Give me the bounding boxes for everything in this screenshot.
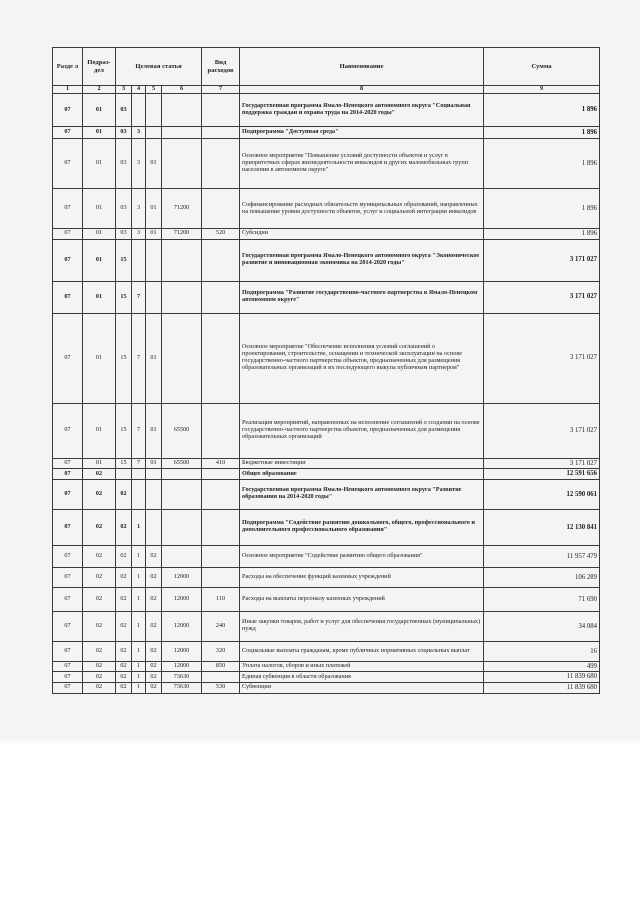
cell-measure (146, 509, 162, 545)
cell-program: 03 (116, 94, 132, 127)
cell-subprogram: 1 (132, 545, 146, 567)
cell-measure: 01 (146, 189, 162, 229)
cell-direction: 12000 (162, 587, 202, 611)
col-number: 3 (116, 86, 132, 94)
cell-measure: 02 (146, 611, 162, 641)
cell-program: 02 (116, 545, 132, 567)
cell-expense-type (202, 189, 240, 229)
cell-podrazdel: 01 (83, 94, 116, 127)
cell-podrazdel: 01 (83, 127, 116, 139)
cell-subprogram: 1 (132, 509, 146, 545)
cell-sum: 3 171 027 (484, 281, 600, 313)
cell-name: Бюджетные инвестиции (240, 458, 484, 469)
table-row (53, 509, 600, 545)
col-number: 7 (202, 86, 240, 94)
cell-subprogram: 3 (132, 229, 146, 240)
col-number: 2 (83, 86, 116, 94)
cell-name: Основное мероприятие "Содействие развитию общего образования" (240, 545, 484, 567)
col-razdel-header: Разде л (53, 48, 83, 86)
cell-measure (146, 239, 162, 281)
cell-sum: 3 171 027 (484, 458, 600, 469)
cell-razdel: 07 (53, 139, 83, 189)
cell-name: Подпрограмма "Доступная среда" (240, 127, 484, 139)
cell-razdel: 07 (53, 567, 83, 587)
table-row (53, 683, 600, 694)
cell-direction: 12000 (162, 641, 202, 661)
table-row (53, 403, 600, 458)
cell-program: 02 (116, 672, 132, 683)
cell-measure: 01 (146, 458, 162, 469)
table-row (53, 281, 600, 313)
cell-razdel: 07 (53, 672, 83, 683)
cell-podrazdel: 02 (83, 611, 116, 641)
cell-subprogram: 7 (132, 403, 146, 458)
table-row (53, 641, 600, 661)
cell-measure: 02 (146, 672, 162, 683)
cell-expense-type: 240 (202, 611, 240, 641)
cell-subprogram: 7 (132, 281, 146, 313)
cell-expense-type (202, 479, 240, 509)
cell-sum: 106 289 (484, 567, 600, 587)
cell-expense-type: 320 (202, 641, 240, 661)
cell-name: Подпрограмма "Развитие государственно-частного партнерства в Ямало-Ненецком автономном округе" (240, 281, 484, 313)
cell-direction (162, 94, 202, 127)
table-row (53, 611, 600, 641)
cell-expense-type (202, 545, 240, 567)
cell-podrazdel: 02 (83, 672, 116, 683)
cell-expense-type (202, 672, 240, 683)
table-row (53, 139, 600, 189)
cell-direction (162, 239, 202, 281)
cell-direction: 65500 (162, 403, 202, 458)
cell-program: 02 (116, 587, 132, 611)
cell-measure: 02 (146, 641, 162, 661)
cell-expense-type (202, 509, 240, 545)
cell-program: 03 (116, 229, 132, 240)
cell-subprogram: 7 (132, 313, 146, 403)
cell-name: Государственная программа Ямало-Ненецкого автономного округа "Социальная поддержка граждан и охрана труда на 2014-2020 годы" (240, 94, 484, 127)
cell-razdel: 07 (53, 661, 83, 672)
cell-program: 02 (116, 567, 132, 587)
cell-expense-type (202, 94, 240, 127)
cell-program: 02 (116, 509, 132, 545)
cell-name: Софинансирование расходных обязательств муниципальных образований, направленных на повышение уровня доступности объектов, услуг и социальной интеграции инвалидов (240, 189, 484, 229)
table-row (53, 239, 600, 281)
col-tselevaya-header: Целевая статья (116, 48, 202, 86)
col-number: 5 (146, 86, 162, 94)
cell-program: 15 (116, 239, 132, 281)
cell-sum: 11 839 680 (484, 683, 600, 694)
table-row (53, 587, 600, 611)
cell-razdel: 07 (53, 458, 83, 469)
cell-expense-type: 520 (202, 229, 240, 240)
cell-name: Единая субвенция в области образования (240, 672, 484, 683)
cell-razdel: 07 (53, 94, 83, 127)
cell-direction: 73630 (162, 683, 202, 694)
cell-sum: 1 896 (484, 127, 600, 139)
cell-program: 02 (116, 641, 132, 661)
cell-program: 02 (116, 683, 132, 694)
col-podrazdel-header: Подраз- дел (83, 48, 116, 86)
cell-program: 15 (116, 403, 132, 458)
cell-program: 03 (116, 139, 132, 189)
cell-sum: 1 896 (484, 229, 600, 240)
cell-expense-type (202, 127, 240, 139)
cell-direction (162, 281, 202, 313)
cell-program: 03 (116, 127, 132, 139)
cell-name: Основное мероприятие "Обеспечение исполнения условий соглашений о проектировании, строительстве, оснащении и технической эксплуатации на основе государственно-частного партнерства объектов, предназначенных для размещения образовательных организаций и их последующего выкупа публичным партнером" (240, 313, 484, 403)
cell-podrazdel: 02 (83, 469, 116, 480)
cell-podrazdel: 01 (83, 458, 116, 469)
cell-measure: 02 (146, 567, 162, 587)
table-row (53, 567, 600, 587)
cell-sum: 3 171 027 (484, 403, 600, 458)
cell-sum: 16 (484, 641, 600, 661)
cell-sum: 12 130 841 (484, 509, 600, 545)
cell-podrazdel: 02 (83, 641, 116, 661)
table-row (53, 94, 600, 127)
cell-expense-type: 410 (202, 458, 240, 469)
cell-podrazdel: 01 (83, 229, 116, 240)
table-row (53, 661, 600, 672)
cell-name: Субсидии (240, 229, 484, 240)
table-row (53, 458, 600, 469)
cell-measure (146, 127, 162, 139)
cell-subprogram: 1 (132, 641, 146, 661)
cell-podrazdel: 02 (83, 661, 116, 672)
cell-sum: 3 171 027 (484, 239, 600, 281)
cell-sum: 1 896 (484, 139, 600, 189)
cell-subprogram: 3 (132, 127, 146, 139)
cell-subprogram: 1 (132, 661, 146, 672)
cell-razdel: 07 (53, 545, 83, 567)
cell-program: 15 (116, 281, 132, 313)
cell-podrazdel: 02 (83, 683, 116, 694)
cell-program: 03 (116, 189, 132, 229)
cell-razdel: 07 (53, 479, 83, 509)
cell-expense-type: 530 (202, 683, 240, 694)
cell-razdel: 07 (53, 127, 83, 139)
col-sum-header: Сумма (484, 48, 600, 86)
cell-sum: 12 591 656 (484, 469, 600, 480)
cell-podrazdel: 01 (83, 403, 116, 458)
cell-subprogram: 1 (132, 683, 146, 694)
cell-measure: 01 (146, 229, 162, 240)
column-number-row (53, 86, 600, 94)
cell-razdel: 07 (53, 313, 83, 403)
cell-subprogram (132, 94, 146, 127)
cell-razdel: 07 (53, 641, 83, 661)
table-row (53, 545, 600, 567)
cell-direction: 12000 (162, 661, 202, 672)
table-row (53, 313, 600, 403)
cell-direction (162, 127, 202, 139)
cell-measure: 02 (146, 661, 162, 672)
cell-razdel: 07 (53, 509, 83, 545)
cell-name: Основное мероприятие "Повышение условий доступности объектов и услуг в приоритетных сферах жизнедеятельности инвалидов и других маломобильных групп населения в автономном округе" (240, 139, 484, 189)
cell-expense-type (202, 313, 240, 403)
cell-razdel: 07 (53, 239, 83, 281)
cell-podrazdel: 01 (83, 281, 116, 313)
cell-razdel: 07 (53, 189, 83, 229)
cell-program: 02 (116, 479, 132, 509)
cell-direction: 65500 (162, 458, 202, 469)
cell-direction (162, 479, 202, 509)
cell-program: 15 (116, 458, 132, 469)
cell-measure: 01 (146, 313, 162, 403)
cell-subprogram (132, 479, 146, 509)
col-name-header: Наименование (240, 48, 484, 86)
cell-program: 15 (116, 313, 132, 403)
cell-measure: 01 (146, 403, 162, 458)
cell-direction (162, 139, 202, 189)
cell-podrazdel: 02 (83, 545, 116, 567)
cell-razdel: 07 (53, 469, 83, 480)
cell-subprogram (132, 239, 146, 281)
cell-measure (146, 479, 162, 509)
col-number: 6 (162, 86, 202, 94)
cell-expense-type (202, 239, 240, 281)
cell-razdel: 07 (53, 281, 83, 313)
cell-subprogram: 1 (132, 672, 146, 683)
cell-name: Расходы на обеспечение функций казенных учреждений (240, 567, 484, 587)
cell-expense-type (202, 281, 240, 313)
cell-name: Субвенции (240, 683, 484, 694)
cell-name: Социальные выплаты гражданам, кроме публичных нормативных социальных выплат (240, 641, 484, 661)
cell-podrazdel: 02 (83, 567, 116, 587)
cell-name: Расходы на выплаты персоналу казенных учреждений (240, 587, 484, 611)
cell-subprogram: 3 (132, 139, 146, 189)
col-number: 4 (132, 86, 146, 94)
cell-direction (162, 313, 202, 403)
cell-direction (162, 545, 202, 567)
table-body (53, 94, 600, 694)
cell-podrazdel: 01 (83, 313, 116, 403)
cell-sum: 11 839 680 (484, 672, 600, 683)
table-row (53, 672, 600, 683)
col-number: 1 (53, 86, 83, 94)
cell-razdel: 07 (53, 403, 83, 458)
cell-razdel: 07 (53, 683, 83, 694)
cell-subprogram: 1 (132, 567, 146, 587)
table-row (53, 189, 600, 229)
cell-name: Подпрограмма "Содействие развитию дошкольного, общего, профессионального и дополнительного профессионального образования" (240, 509, 484, 545)
cell-measure (146, 469, 162, 480)
cell-name: Общее образование (240, 469, 484, 480)
cell-name: Государственная программа Ямало-Ненецкого автономного округа "Экономическое развитие и инновационная экономика на 2014-2020 годы" (240, 239, 484, 281)
cell-direction (162, 469, 202, 480)
cell-subprogram (132, 469, 146, 480)
cell-podrazdel: 02 (83, 587, 116, 611)
cell-measure: 02 (146, 545, 162, 567)
cell-expense-type: 850 (202, 661, 240, 672)
cell-measure: 02 (146, 683, 162, 694)
cell-razdel: 07 (53, 611, 83, 641)
table-row (53, 479, 600, 509)
cell-subprogram: 1 (132, 611, 146, 641)
cell-measure (146, 281, 162, 313)
cell-direction: 71200 (162, 189, 202, 229)
cell-podrazdel: 02 (83, 479, 116, 509)
cell-sum: 71 690 (484, 587, 600, 611)
cell-direction: 12000 (162, 567, 202, 587)
cell-direction: 12000 (162, 611, 202, 641)
cell-expense-type: 110 (202, 587, 240, 611)
cell-direction (162, 509, 202, 545)
col-number: 8 (240, 86, 484, 94)
cell-expense-type (202, 567, 240, 587)
cell-measure (146, 94, 162, 127)
cell-sum: 499 (484, 661, 600, 672)
cell-sum: 1 896 (484, 94, 600, 127)
cell-name: Уплата налогов, сборов и иных платежей (240, 661, 484, 672)
table-row (53, 127, 600, 139)
cell-name: Иные закупки товаров, работ и услуг для обеспечения государственных (муниципальных) нужд (240, 611, 484, 641)
cell-podrazdel: 02 (83, 509, 116, 545)
table-row (53, 229, 600, 240)
cell-razdel: 07 (53, 229, 83, 240)
cell-measure: 01 (146, 139, 162, 189)
header-row (53, 48, 600, 86)
cell-subprogram: 7 (132, 458, 146, 469)
cell-razdel: 07 (53, 587, 83, 611)
col-number: 9 (484, 86, 600, 94)
cell-podrazdel: 01 (83, 189, 116, 229)
col-vid-header: Вид расходов (202, 48, 240, 86)
cell-expense-type (202, 469, 240, 480)
cell-sum: 1 896 (484, 189, 600, 229)
cell-name: Реализация мероприятий, направленных на исполнение соглашений о создании на основе государственно-частного партнерства объектов, предназначенных для размещения образовательных организаций (240, 403, 484, 458)
cell-podrazdel: 01 (83, 239, 116, 281)
cell-expense-type (202, 139, 240, 189)
cell-sum: 3 171 027 (484, 313, 600, 403)
cell-sum: 12 590 061 (484, 479, 600, 509)
cell-program: 02 (116, 611, 132, 641)
cell-podrazdel: 01 (83, 139, 116, 189)
cell-program (116, 469, 132, 480)
cell-direction: 73630 (162, 672, 202, 683)
cell-name: Государственная программа Ямало-Ненецкого автономного округа "Развитие образования на 2014-2020 годы" (240, 479, 484, 509)
cell-sum: 34 084 (484, 611, 600, 641)
cell-sum: 11 957 479 (484, 545, 600, 567)
cell-program: 02 (116, 661, 132, 672)
cell-direction: 71200 (162, 229, 202, 240)
cell-subprogram: 1 (132, 587, 146, 611)
table-row (53, 469, 600, 480)
budget-table (52, 47, 600, 694)
cell-subprogram: 3 (132, 189, 146, 229)
cell-expense-type (202, 403, 240, 458)
cell-measure: 02 (146, 587, 162, 611)
